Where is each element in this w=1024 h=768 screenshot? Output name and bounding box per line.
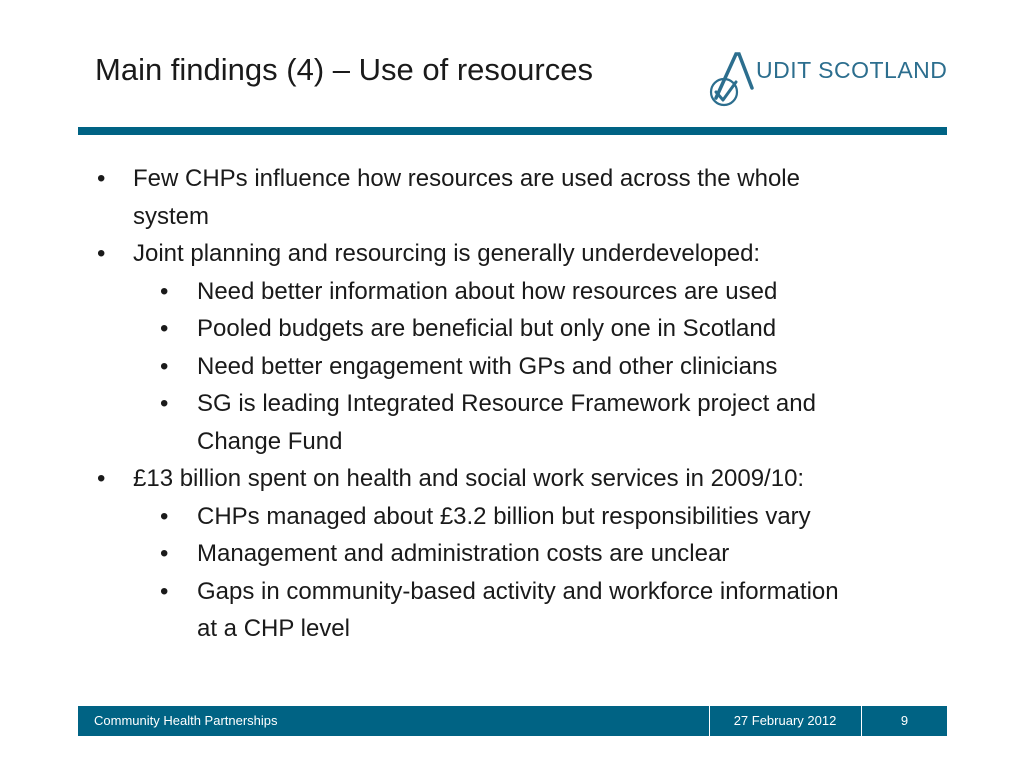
sub-bullet-dot: • [160, 277, 169, 305]
sub-bullet-item [95, 573, 965, 648]
bullet-list [95, 160, 965, 648]
logo-text: UDIT SCOTLAND [756, 57, 948, 83]
sub-bullet-text: Need better engagement with GPs and other clinicians [197, 352, 778, 380]
sub-bullet-dot: • [160, 390, 169, 417]
bullet-dot: • [97, 240, 106, 267]
sub-bullet-dot: • [160, 315, 169, 342]
sub-bullet-item [95, 535, 965, 573]
bullet-text: £13 billion spent on health and social work services in 2009/10: [133, 465, 805, 492]
bullet-text: Few CHPs influence how resources are used across the whole [133, 165, 800, 192]
sub-bullet-item [95, 273, 965, 311]
bullet-text-continued: system [133, 202, 210, 230]
bullet-item [95, 235, 965, 273]
footer-bar [78, 706, 947, 736]
sub-bullet-dot: • [160, 540, 169, 567]
sub-bullet-dot: • [160, 352, 169, 380]
sub-bullet-text: CHPs managed about £3.2 billion but responsibilities vary [197, 502, 811, 530]
checkmark-circle-icon [706, 48, 756, 110]
bullet-dot: • [97, 165, 106, 192]
audit-scotland-logo [706, 48, 950, 110]
sub-bullet-text-continued: at a CHP level [197, 615, 350, 642]
sub-bullet-dot: • [160, 577, 169, 605]
sub-bullet-item [95, 385, 965, 460]
sub-bullet-text: Need better information about how resources are used [197, 277, 778, 305]
page-number: 9 [900, 713, 909, 728]
footer-title: Community Health Partnerships [94, 713, 278, 728]
sub-bullet-item [95, 498, 965, 536]
sub-bullet-text: Pooled budgets are beneficial but only one in Scotland [197, 315, 777, 342]
bullet-item [95, 460, 965, 498]
title-divider [78, 127, 947, 135]
sub-bullet-text: Gaps in community-based activity and workforce information [197, 577, 839, 605]
sub-bullet-text-continued: Change Fund [197, 427, 343, 455]
footer-date: 27 February 2012 [733, 713, 837, 728]
bullet-text: Joint planning and resourcing is generally underdeveloped: [133, 240, 761, 267]
sub-bullet-text: SG is leading Integrated Resource Framework project and [197, 390, 816, 417]
sub-bullet-item [95, 348, 965, 386]
sub-bullet-item [95, 310, 965, 348]
slide-title: Main findings (4) – Use of resources [95, 52, 593, 87]
sub-bullet-dot: • [160, 502, 169, 530]
bullet-item [95, 160, 965, 235]
bullet-dot: • [97, 465, 106, 492]
sub-bullet-text: Management and administration costs are unclear [197, 540, 730, 567]
